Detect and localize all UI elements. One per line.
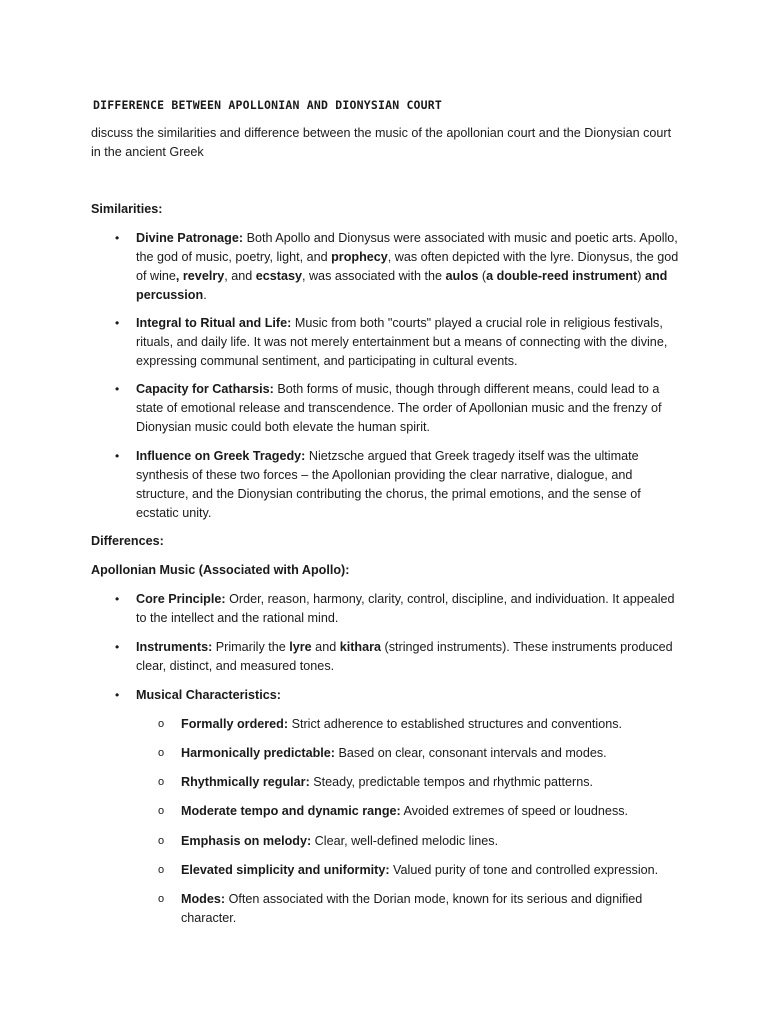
circle-bullet-icon: o	[158, 776, 165, 788]
list-item	[115, 380, 685, 437]
list-item-text: Influence on Greek Tragedy: Nietzsche argued that Greek tragedy itself was the ultimate synthesis of these two forces – the Apollonian providing the clear narrative, dialogue, and structure, and the Dionysian contributing the chorus, the primal emotions, and the sense of ecstatic unity.	[136, 449, 641, 520]
list-item	[115, 686, 685, 705]
list-item-text: Divine Patronage: Both Apollo and Dionysus were associated with music and poetic arts. Apollo, the god of music, poetry, light, and prophecy, was often depicted with the lyre. Dionysus, the god of wine, revelry, and ecstasy, was associated with the aulos (a double-reed instrument) and percussion.	[136, 231, 679, 302]
circle-bullet-icon: o	[158, 718, 165, 730]
circle-bullet-icon: o	[158, 835, 165, 847]
apollonian-heading: Apollonian Music (Associated with Apollo):	[91, 563, 350, 577]
list-item	[115, 590, 685, 628]
sub-list-item	[158, 890, 658, 928]
sub-list-item	[158, 802, 658, 821]
list-item	[115, 638, 685, 676]
list-item-text: Integral to Ritual and Life: Music from both "courts" played a crucial role in religious festivals, rituals, and daily life. It was not merely entertainment but a means of connecting with the divine, expressing communal sentiment, and participating in cultural events.	[136, 316, 668, 368]
sub-list-item	[158, 773, 658, 792]
list-item-text: Musical Characteristics:	[136, 688, 281, 702]
sub-list-item	[158, 861, 658, 880]
list-item	[115, 447, 685, 523]
sub-list-item-text: Harmonically predictable: Based on clear, consonant intervals and modes.	[181, 746, 607, 760]
bullet-icon: •	[115, 316, 120, 330]
bullet-icon: •	[115, 382, 120, 396]
sub-list-item-text: Formally ordered: Strict adherence to established structures and conventions.	[181, 717, 623, 731]
bullet-icon: •	[115, 449, 120, 463]
bullet-icon: •	[115, 231, 120, 245]
list-item-text: Instruments: Primarily the lyre and kithara (stringed instruments). These instruments produced clear, distinct, and measured tones.	[136, 640, 673, 673]
bullet-icon: •	[115, 688, 120, 702]
sub-list-item-text: Modes: Often associated with the Dorian mode, known for its serious and dignified character.	[181, 892, 643, 925]
list-item	[115, 229, 685, 305]
list-item-text: Capacity for Catharsis: Both forms of music, though through different means, could lead to a state of emotional release and transcendence. The order of Apollonian music and the frenzy of Dionysian music could both elevate the human spirit.	[136, 382, 662, 434]
intro-paragraph: discuss the similarities and difference between the music of the apollonian court and the Dionysian court in the ancient Greek	[91, 126, 672, 159]
sub-list-item	[158, 744, 658, 763]
sub-list-item-text: Elevated simplicity and uniformity: Valued purity of tone and controlled expression.	[181, 863, 659, 877]
sub-list-item-text: Rhythmically regular: Steady, predictable tempos and rhythmic patterns.	[181, 775, 594, 789]
list-item	[115, 314, 685, 371]
document-title: DIFFERENCE BETWEEN APOLLONIAN AND DIONYSIAN COURT	[93, 98, 443, 112]
similarities-heading: Similarities:	[91, 202, 163, 216]
sub-list-item-text: Emphasis on melody: Clear, well-defined melodic lines.	[181, 834, 499, 848]
circle-bullet-icon: o	[158, 805, 165, 817]
circle-bullet-icon: o	[158, 747, 165, 759]
bullet-icon: •	[115, 640, 120, 654]
circle-bullet-icon: o	[158, 864, 165, 876]
list-item-text: Core Principle: Order, reason, harmony, clarity, control, discipline, and individuation. It appealed to the intellect and the rational mind.	[136, 592, 675, 625]
sub-list-item	[158, 832, 658, 851]
bullet-icon: •	[115, 592, 120, 606]
sub-list-item-text: Moderate tempo and dynamic range: Avoided extremes of speed or loudness.	[181, 804, 629, 818]
differences-heading: Differences:	[91, 534, 164, 548]
sub-list-item	[158, 715, 658, 734]
circle-bullet-icon: o	[158, 893, 165, 905]
